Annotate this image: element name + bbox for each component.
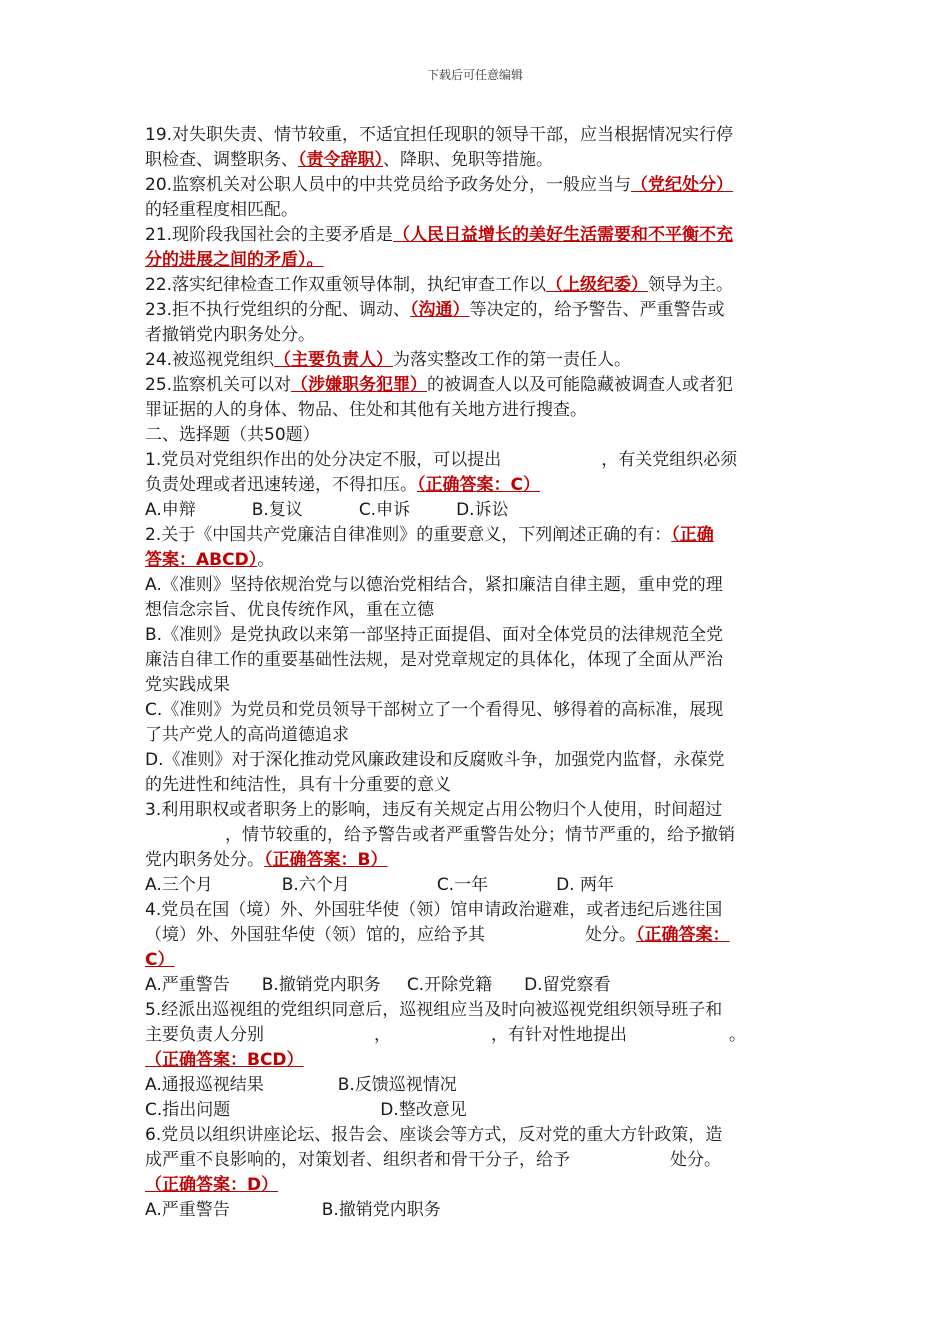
document-body: [145, 123, 815, 1223]
text-line: [145, 473, 815, 498]
option-text: 申辩: [161, 500, 196, 520]
item-number: 23.: [145, 300, 173, 320]
item-number: A.: [145, 975, 162, 995]
item-number: 24.: [145, 350, 173, 370]
answer-text: （正确: [671, 525, 714, 545]
text-line: [145, 1073, 815, 1098]
text-segment: 领导为主。: [648, 275, 734, 295]
text-segment: 诉讼: [474, 500, 509, 520]
text-segment: 监察机关可以对: [172, 375, 292, 395]
text-segment: 落实纪律检查工作双重领导体制，执纪审查工作以: [172, 275, 547, 295]
option-text: 指出问题: [162, 1100, 231, 1120]
answer-text: （上级纪委）: [546, 275, 649, 295]
item-number: B.: [145, 625, 163, 645]
text-segment: ，有关党组织必须: [601, 450, 738, 470]
item-number: C.: [358, 500, 377, 520]
text-segment: 处分。: [670, 1150, 721, 1170]
answer-text: （正确答案：C）: [417, 475, 540, 495]
text-segment: 关于《中国共产党廉洁自律准则》的重要意义，下列阐述正确的有：: [161, 525, 672, 545]
item-number: C.: [145, 1100, 163, 1120]
text-line: [145, 273, 815, 298]
text-segment: 二、选择题（共: [145, 425, 264, 445]
item-number: C.: [145, 700, 163, 720]
answer-text: （正确答案：B）: [264, 850, 388, 870]
item-number: D.: [456, 500, 475, 520]
text-segment: 党员在国（境）外、外国驻华使（领）馆申请政治避难，或者违纪后逃往国: [161, 900, 723, 920]
item-number: D.: [524, 975, 543, 995]
text-line: [145, 573, 815, 598]
text-segment: ，情节较重的，给予警告或者严重警告处分；情节严重的，给予撤销: [225, 825, 735, 845]
answer-text: C）: [145, 950, 175, 970]
text-segment: 的轻重程度相匹配。: [145, 200, 298, 220]
text-line: [145, 798, 815, 823]
text-segment: 《准则》是党执政以来第一部坚持正面提倡、面对全体党员的法律规范全党: [162, 625, 724, 645]
text-segment: 《准则》对于深化推动党风廉政建设和反腐败斗争，加强党内监督，永葆党: [163, 750, 725, 770]
option-text: 复议: [268, 500, 303, 520]
item-number: 25.: [145, 375, 173, 395]
answer-text: （正确答案：D）: [145, 1175, 279, 1195]
answer-text: （人民日益增长的美好生活需要和不平衡不充: [393, 225, 734, 245]
item-number: A.: [145, 1075, 162, 1095]
text-line: [145, 448, 815, 473]
answer-text: （正确答案：: [636, 925, 730, 945]
option-text: 开除党籍: [424, 975, 493, 995]
item-number: A.: [145, 575, 162, 595]
text-line: [145, 1023, 815, 1048]
text-line: [145, 823, 815, 848]
item-number: 22.: [145, 275, 173, 295]
text-line: [145, 973, 815, 998]
text-segment: 廉洁自律工作的重要基础性法规，是对党章规定的具体化，体现了全面从严治: [145, 650, 723, 670]
text-segment: 被巡视党组织: [172, 350, 275, 370]
text-line: [145, 423, 815, 448]
item-number: C.: [436, 875, 455, 895]
text-line: [145, 173, 815, 198]
text-segment: 职检查、调整职务、: [145, 150, 298, 170]
text-segment: 想信念宗旨、优良传统作风，重在立德: [145, 600, 434, 620]
item-number: 5.: [145, 1000, 162, 1020]
answer-text: （涉嫌职务犯罪）: [291, 375, 428, 395]
text-line: [145, 148, 815, 173]
item-number: 19.: [145, 125, 173, 145]
text-line: [145, 498, 815, 523]
option-text: 一年: [454, 875, 489, 895]
text-line: [145, 248, 815, 273]
text-segment: 对失职失责、情节较重，不适宜担任现职的领导干部，应当根据情况实行停: [172, 125, 734, 145]
text-line: [145, 1173, 815, 1198]
text-segment: 的被调查人以及可能隐藏被调查人或者犯: [427, 375, 734, 395]
text-segment: 处分。: [585, 925, 636, 945]
text-segment: ，: [374, 1025, 391, 1045]
answer-text: （沟通）: [410, 300, 470, 320]
item-number: B.: [321, 1200, 339, 1220]
item-number: B.: [251, 500, 269, 520]
text-line: [145, 123, 815, 148]
text-line: [145, 648, 815, 673]
item-number: 3.: [145, 800, 162, 820]
item-number: 1.: [145, 450, 162, 470]
text-line: [145, 223, 815, 248]
text-segment: 留党察看: [542, 975, 611, 995]
text-line: [145, 873, 815, 898]
text-segment: 利用职权或者职务上的影响，违反有关规定占用公物归个人使用，时间超过: [161, 800, 723, 820]
text-segment: 《准则》坚持依规治党与以德治党相结合，紧扣廉洁自律主题，重申党的理: [161, 575, 723, 595]
text-segment: 监察机关对公职人员中的中共党员给予政务处分，一般应当与: [172, 175, 632, 195]
text-segment: 反馈巡视情况: [354, 1075, 457, 1095]
text-line: [145, 373, 815, 398]
text-segment: 经派出巡视组的党组织同意后，巡视组应当及时向被巡视党组织领导班子和: [161, 1000, 723, 1020]
text-line: [145, 1198, 815, 1223]
item-number: D.: [145, 750, 164, 770]
option-text: 通报巡视结果: [161, 1075, 264, 1095]
text-segment: 为落实整改工作的第一责任人。: [393, 350, 632, 370]
item-number: 21.: [145, 225, 173, 245]
text-segment: 主要负责人分别: [145, 1025, 264, 1045]
text-line: [145, 848, 815, 873]
text-line: [145, 623, 815, 648]
text-segment: 负责处理或者迅速转递，不得扣压。: [145, 475, 417, 495]
item-number: 20.: [145, 175, 173, 195]
answer-text: （党纪处分）: [631, 175, 734, 195]
item-number: B.: [337, 1075, 355, 1095]
option-text: 严重警告: [161, 975, 230, 995]
text-segment: 题）: [285, 425, 320, 445]
item-number: D.: [380, 1100, 399, 1120]
page-header: 下载后可任意编辑: [426, 68, 523, 82]
text-line: [145, 748, 815, 773]
option-text: 申诉: [376, 500, 411, 520]
text-segment: 党员以组织讲座论坛、报告会、座谈会等方式，反对党的重大方针政策，造: [161, 1125, 723, 1145]
text-segment: 的先进性和纯洁性，具有十分重要的意义: [145, 775, 451, 795]
text-line: [145, 773, 815, 798]
text-line: [145, 1148, 815, 1173]
text-segment: （境）外、外国驻华使（领）馆的，应给予其: [145, 925, 485, 945]
text-segment: 《准则》为党员和党员领导干部树立了一个看得见、够得着的高标准，展现: [162, 700, 724, 720]
text-line: [145, 723, 815, 748]
text-line: [145, 698, 815, 723]
answer-text: 分的进展之间的矛盾）。: [145, 250, 324, 270]
text-segment: 者撤销党内职务处分。: [145, 325, 315, 345]
answer-text: （责令辞职）: [298, 150, 383, 170]
text-segment: 党实践成果: [145, 675, 230, 695]
item-number: B.: [261, 975, 279, 995]
text-line: [145, 323, 815, 348]
answer-text: 答案：ABCD）: [145, 550, 258, 570]
option-text: 六个月: [298, 875, 350, 895]
text-segment: 。: [257, 550, 275, 570]
text-line: [145, 398, 815, 423]
item-number: 6.: [145, 1125, 162, 1145]
text-segment: 成严重不良影响的，对策划者、组织者和骨干分子，给予: [145, 1150, 570, 1170]
text-segment: 。: [729, 1025, 746, 1045]
text-segment: 罪证据的人的身体、物品、住处和其他有关地方进行搜查。: [145, 400, 587, 420]
text-line: [145, 198, 815, 223]
answer-text: （正确答案：BCD）: [145, 1050, 304, 1070]
text-line: [145, 548, 815, 573]
text-segment: 党员对党组织作出的处分决定不服，可以提出: [161, 450, 502, 470]
text-line: [145, 598, 815, 623]
option-text: 三个月: [161, 875, 213, 895]
item-number: B.: [281, 875, 299, 895]
text-segment: 撤销党内职务: [338, 1200, 441, 1220]
text-segment: 党内职务处分。: [145, 850, 264, 870]
answer-text: （主要负责人）: [274, 350, 394, 370]
item-number: D.: [556, 875, 575, 895]
item-number: A.: [145, 875, 162, 895]
text-segment: 拒不执行党组织的分配、调动、: [172, 300, 411, 320]
text-line: [145, 673, 815, 698]
text-segment: 现阶段我国社会的主要矛盾是: [172, 225, 394, 245]
text-segment: 两年: [574, 875, 614, 895]
item-number: C.: [406, 975, 425, 995]
item-number: 2.: [145, 525, 162, 545]
text-line: [145, 1098, 815, 1123]
text-segment: 了共产党人的高尚道德追求: [145, 725, 349, 745]
text-segment: 、降职、免职等措施。: [383, 150, 553, 170]
option-text: 撤销党内职务: [278, 975, 381, 995]
text-segment: ，有针对性地提出: [491, 1025, 627, 1045]
text-line: [145, 898, 815, 923]
option-text: 严重警告: [161, 1200, 230, 1220]
item-number: A.: [145, 1200, 162, 1220]
item-number: 4.: [145, 900, 162, 920]
text-line: [145, 923, 815, 948]
text-line: [145, 298, 815, 323]
text-line: [145, 948, 815, 973]
item-number: 50: [264, 425, 286, 445]
text-line: [145, 1048, 815, 1073]
text-segment: 整改意见: [398, 1100, 467, 1120]
text-line: [145, 348, 815, 373]
text-segment: 等决定的，给予警告、严重警告或: [469, 300, 725, 320]
text-line: [145, 998, 815, 1023]
text-line: [145, 1123, 815, 1148]
item-number: A.: [145, 500, 162, 520]
text-line: [145, 523, 815, 548]
